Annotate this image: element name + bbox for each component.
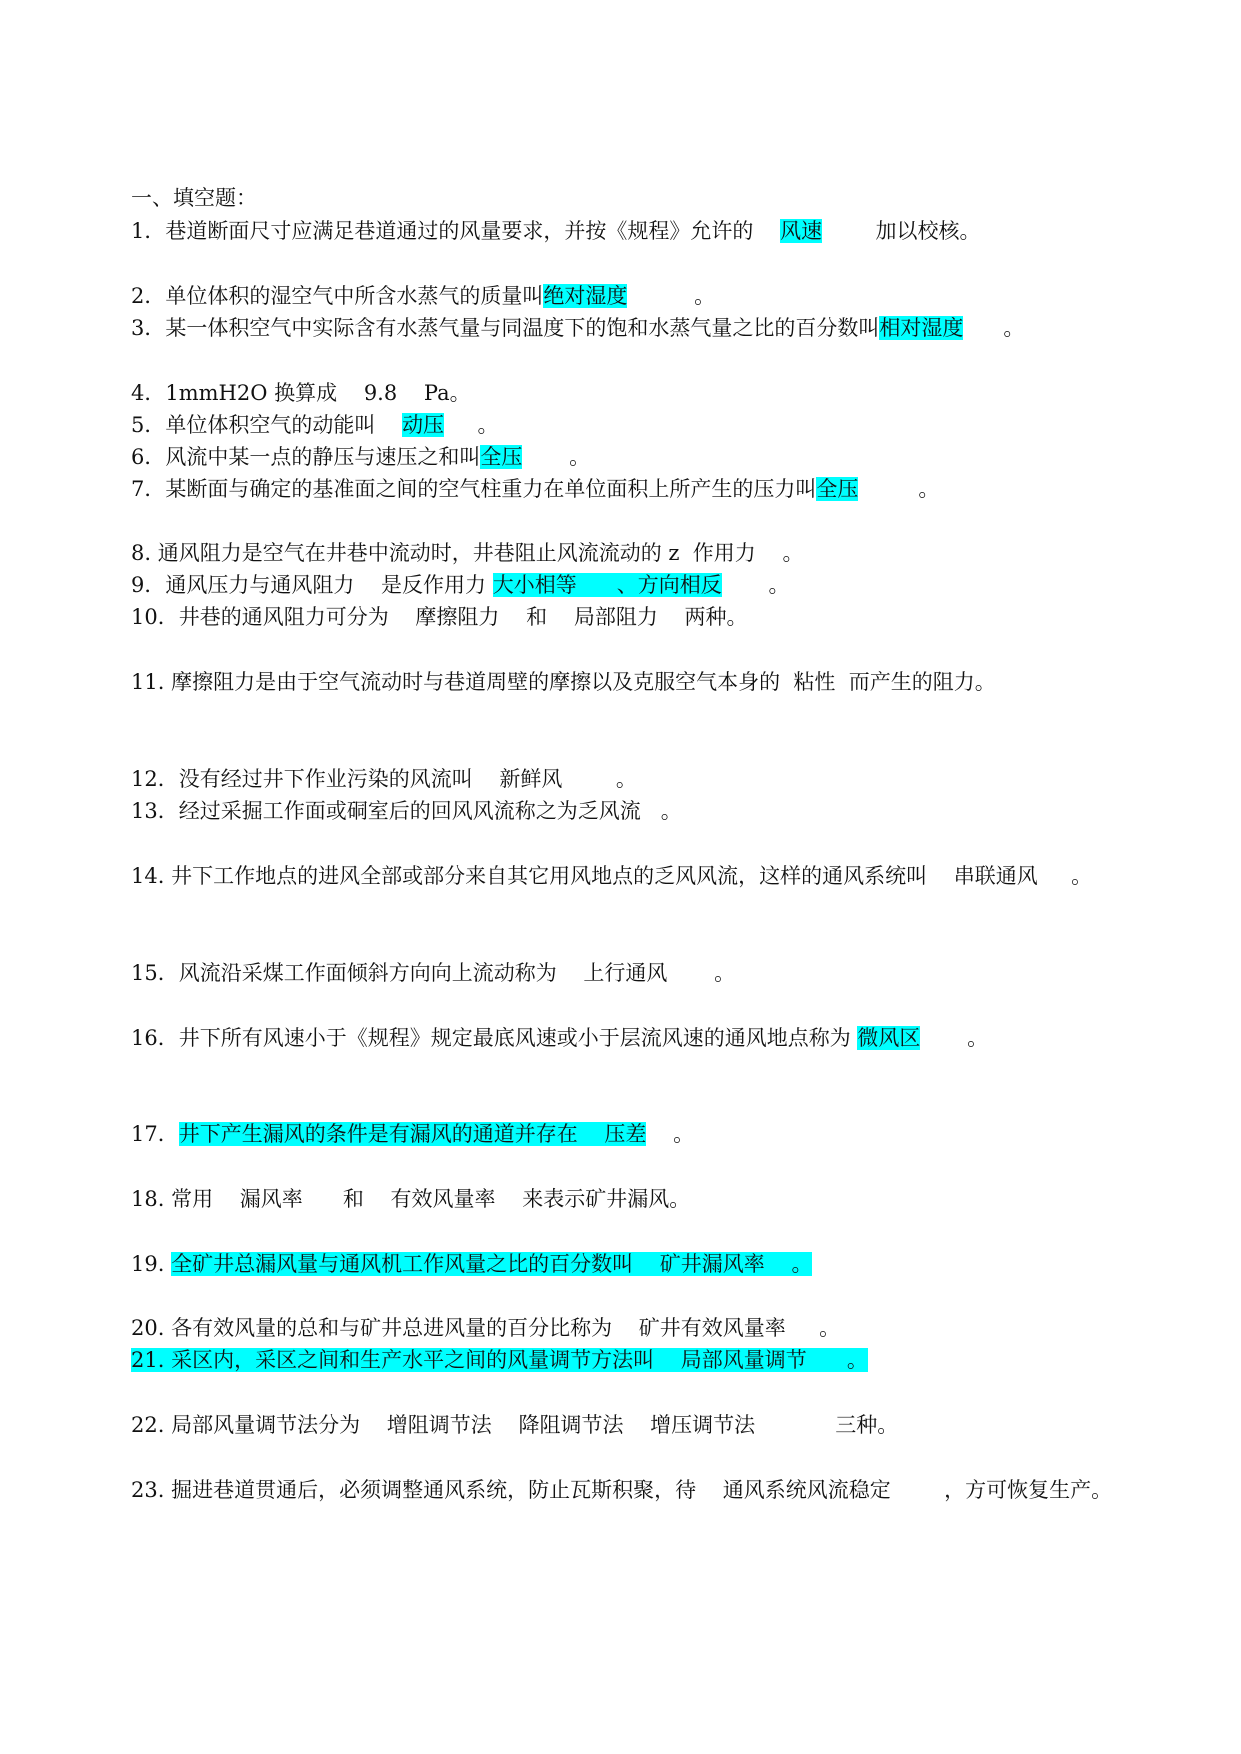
- question-text: 8. 通风阻力是空气在井巷中流动时，井巷阻止风流流动的 z 作用力 。: [131, 541, 804, 565]
- question-text: 1．巷道断面尺寸应满足巷道通过的风量要求，并按《规程》允许的: [131, 219, 781, 243]
- question-text: 12．没有经过井下作业污染的风流叫 新鲜风 。: [131, 767, 637, 791]
- answer-highlight: 相对湿度: [879, 316, 964, 340]
- question-11: [131, 667, 996, 697]
- question-4: [131, 378, 471, 408]
- answer-highlight: 井下产生漏风的条件是有漏风的通道并存在 压差: [178, 1122, 647, 1146]
- answer-highlight: 全压: [480, 445, 523, 469]
- question-text: 。: [963, 316, 1025, 340]
- answer-highlight: 风速: [780, 219, 823, 243]
- answer-highlight: 绝对湿度: [543, 284, 628, 308]
- question-text: 5．单位体积空气的动能叫: [131, 413, 403, 437]
- question-18: [131, 1184, 690, 1214]
- question-14: [131, 861, 1092, 891]
- question-text: 14. 井下工作地点的进风全部或部分来自其它用风地点的乏风风流，这样的通风系统叫 串联通风 。: [131, 864, 1093, 888]
- question-text: 19.: [131, 1252, 172, 1276]
- question-text: 。: [920, 1026, 989, 1050]
- question-8: [131, 538, 804, 568]
- question-19: [131, 1249, 812, 1279]
- answer-highlight: 全压: [816, 477, 859, 501]
- question-21: [131, 1345, 868, 1375]
- question-text: 22. 局部风量调节法分为 增阻调节法 降阻调节法 增压调节法 三种。: [131, 1413, 899, 1437]
- answer-highlight: 21. 采区内，采区之间和生产水平之间的风量调节方法叫 局部风量调节 。: [131, 1348, 868, 1372]
- question-text: 。: [627, 284, 716, 308]
- question-17: [131, 1119, 694, 1149]
- question-text: 。: [721, 573, 790, 597]
- question-text: 11. 摩擦阻力是由于空气流动时与巷道周壁的摩擦以及克服空气本身的 粘性 而产生的阻力。: [131, 670, 996, 694]
- question-text: 7．某断面与确定的基准面之间的空气柱重力在单位面积上所产生的压力叫: [131, 477, 817, 501]
- question-text: 23. 掘进巷道贯通后，必须调整通风系统，防止瓦斯积聚，待 通风系统风流稳定 ，方可恢复生产。: [131, 1478, 1113, 1502]
- answer-highlight: 微风区: [857, 1026, 921, 1050]
- question-text: 。: [646, 1122, 695, 1146]
- question-text: 20. 各有效风量的总和与矿井总进风量的百分比称为 矿井有效风量率 。: [131, 1316, 841, 1340]
- question-3: [131, 313, 1024, 343]
- question-text: 10．井巷的通风阻力可分为 摩擦阻力 和 局部阻力 两种。: [131, 605, 748, 629]
- question-5: [131, 410, 498, 440]
- section-heading: 一、填空题：: [131, 186, 257, 210]
- question-10: [131, 602, 748, 632]
- question-2: [131, 281, 715, 311]
- question-12: [131, 764, 637, 794]
- question-text: 。: [858, 477, 940, 501]
- question-23: [131, 1475, 1112, 1505]
- question-16: [131, 1023, 988, 1053]
- question-15: [131, 958, 735, 988]
- question-6: [131, 442, 590, 472]
- answer-highlight: 动压: [402, 413, 445, 437]
- question-text: 15．风流沿采煤工作面倾斜方向向上流动称为 上行通风 。: [131, 961, 736, 985]
- question-text: 3．某一体积空气中实际含有水蒸气量与同温度下的饱和水蒸气量之比的百分数叫: [131, 316, 880, 340]
- question-9: [131, 570, 790, 600]
- question-text: 6．风流中某一点的静压与速压之和叫: [131, 445, 481, 469]
- answer-highlight: 大小相等 、方向相反: [492, 573, 722, 597]
- question-13: [131, 796, 682, 826]
- question-1: [131, 216, 980, 246]
- question-20: [131, 1313, 840, 1343]
- question-text: 13．经过采掘工作面或硐室后的回风风流称之为乏风流 。: [131, 799, 682, 823]
- question-text: 加以校核。: [822, 219, 981, 243]
- question-text: 。: [522, 445, 591, 469]
- answer-highlight: 全矿井总漏风量与通风机工作风量之比的百分数叫 矿井漏风率 。: [171, 1252, 813, 1276]
- question-text: 9．通风压力与通风阻力 是反作用力: [131, 573, 493, 597]
- question-text: 17．: [131, 1122, 179, 1146]
- question-text: 。: [444, 413, 499, 437]
- question-7: [131, 474, 939, 504]
- question-text: 16．井下所有风速小于《规程》规定最底风速或小于层流风速的通风地点称为: [131, 1026, 858, 1050]
- question-text: 18. 常用 漏风率 和 有效风量率 来表示矿井漏风。: [131, 1187, 691, 1211]
- question-22: [131, 1410, 898, 1440]
- question-text: 4．1mmH2O 换算成 9.8 Pa。: [131, 381, 471, 405]
- question-text: 2．单位体积的湿空气中所含水蒸气的质量叫: [131, 284, 544, 308]
